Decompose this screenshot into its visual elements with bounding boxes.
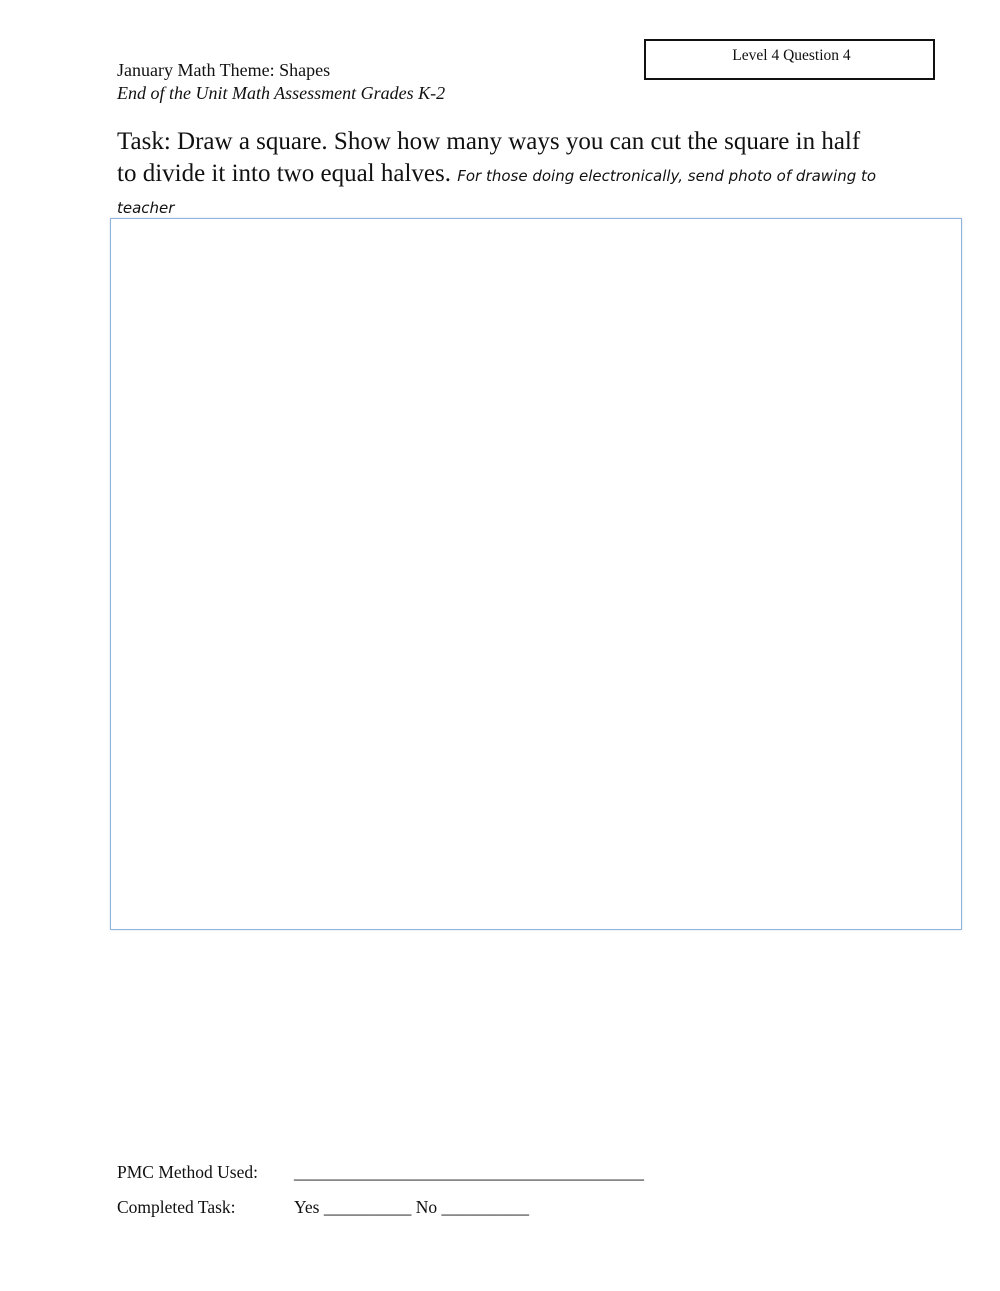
task-prompt: Task: Draw a square. Show how many ways you can cut the square in half to divide it into two equal halves.	[117, 128, 861, 187]
completed-no-blank[interactable]: No __________	[415, 1197, 529, 1217]
task-instructions	[117, 126, 877, 222]
pmc-method-label: PMC Method Used:	[117, 1162, 258, 1182]
worksheet-subtitle: End of the Unit Math Assessment Grades K-2	[117, 83, 446, 103]
drawing-area[interactable]	[110, 218, 962, 930]
pmc-method-row	[117, 1162, 644, 1183]
level-question-box	[644, 39, 935, 80]
task-note: For those doing electronically, send photo of drawing to teacher	[117, 167, 877, 217]
pmc-method-blank[interactable]: ________________________________________	[294, 1162, 644, 1182]
completed-yes-blank[interactable]: Yes __________	[294, 1197, 412, 1217]
completed-task-label: Completed Task:	[117, 1197, 236, 1217]
level-question-label: Level 4 Question 4	[732, 47, 851, 64]
completed-task-row	[117, 1197, 529, 1218]
worksheet-title: January Math Theme: Shapes	[117, 60, 331, 80]
